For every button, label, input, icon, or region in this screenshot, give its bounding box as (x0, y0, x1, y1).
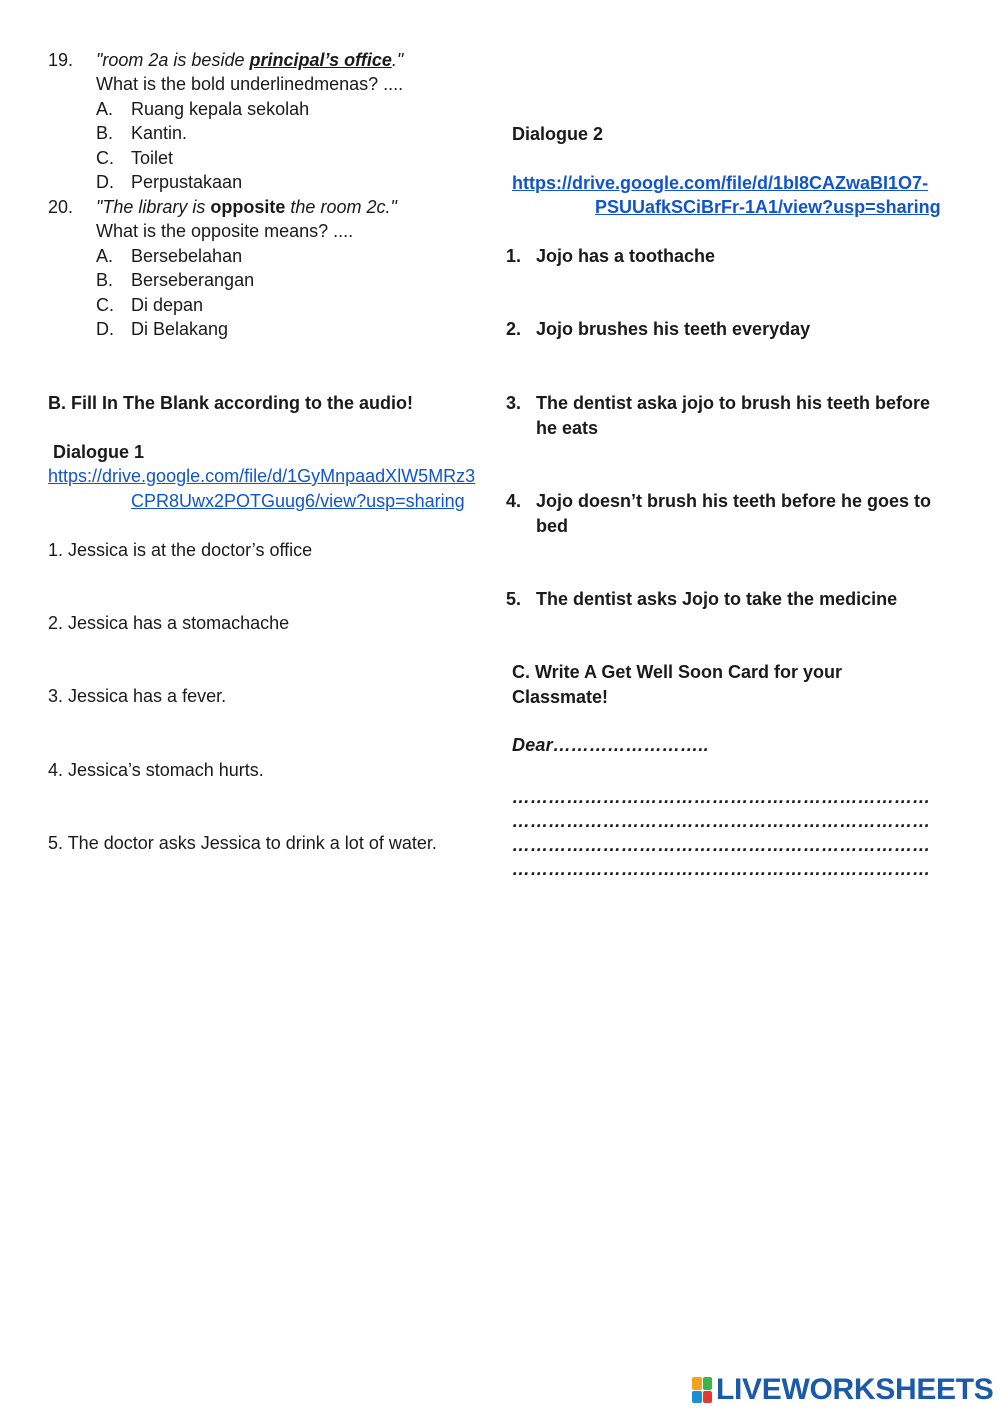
section-b-heading: B. Fill In The Blank according to the audio! (48, 393, 414, 413)
logo-square-2 (703, 1377, 713, 1390)
q19-prompt-post: ." (391, 50, 404, 70)
q19-prompt (96, 48, 403, 73)
dialogue-2-item-1-number: 1. (506, 246, 522, 266)
dialogue-2-item-2-number: 2. (506, 319, 522, 339)
dialogue-1-item-5: 5. The doctor asks Jessica to drink a lot of water. (48, 833, 437, 853)
dialogue-2-link-line1[interactable]: https://drive.google.com/file/d/1bI8CAZwaBI1O7- (512, 173, 929, 193)
q19-option-d-letter: D. (96, 172, 114, 192)
dialogue-1-item-1: 1. Jessica is at the doctor’s office (48, 540, 313, 560)
q20-option-b: Berseberangan (131, 270, 255, 290)
card-blank-line-2[interactable]: …………………………………………………………… (512, 811, 931, 831)
q20-prompt-pre: "The library is (96, 197, 211, 217)
dialogue-1-title: Dialogue 1 (53, 442, 145, 462)
dialogue-1-item-4: 4. Jessica’s stomach hurts. (48, 760, 264, 780)
dialogue-2-link-line2[interactable]: PSUUafkSCiBrFr-1A1/view?usp=sharing (595, 197, 941, 217)
q20-option-c-letter: C. (96, 295, 114, 315)
dialogue-1-item-2: 2. Jessica has a stomachache (48, 613, 290, 633)
logo-square-1 (692, 1377, 702, 1390)
dialogue-2-title: Dialogue 2 (512, 124, 604, 144)
dialogue-2-item-3-number: 3. (506, 393, 522, 413)
q20-option-d: Di Belakang (131, 319, 229, 339)
q19-option-c: Toilet (131, 148, 174, 168)
dialogue-1-item-3: 3. Jessica has a fever. (48, 686, 227, 706)
q19-question: What is the bold underlinedmenas? .... (96, 74, 404, 94)
q20-number: 20. (48, 197, 74, 217)
logo-square-3 (692, 1391, 702, 1404)
q20-option-b-letter: B. (96, 270, 114, 290)
dialogue-2-item-1: Jojo has a toothache (536, 246, 716, 266)
dialogue-1-link-line2[interactable]: CPR8Uwx2POTGuug6/view?usp=sharing (131, 491, 465, 511)
dialogue-2-item-4-number: 4. (506, 491, 522, 511)
card-blank-line-1[interactable]: …………………………………………………………… (512, 787, 931, 807)
dialogue-2-item-5-number: 5. (506, 589, 522, 609)
liveworksheets-logo-icon (692, 1377, 712, 1403)
q20-option-c: Di depan (131, 295, 204, 315)
q20-option-a: Bersebelahan (131, 246, 243, 266)
liveworksheets-logo-text: LIVEWORKSHEETS (716, 1372, 994, 1406)
q19-option-c-letter: C. (96, 148, 114, 168)
dialogue-2-item-2: Jojo brushes his teeth everyday (536, 319, 811, 339)
card-blank-line-4[interactable]: …………………………………………………………… (512, 859, 931, 879)
q19-prompt-pre: "room 2a is beside (96, 50, 250, 70)
liveworksheets-logo (692, 1373, 994, 1407)
dialogue-1-link-line1[interactable]: https://drive.google.com/file/d/1GyMnpaadXlW5MRz3 (48, 466, 476, 486)
q19-option-b-letter: B. (96, 123, 114, 143)
card-dear-line[interactable]: Dear…………………….. (512, 735, 709, 755)
q19-option-a: Ruang kepala sekolah (131, 99, 310, 119)
q19-option-b: Kantin. (131, 123, 188, 143)
q19-number: 19. (48, 50, 74, 70)
q20-option-d-letter: D. (96, 319, 114, 339)
q19-option-a-letter: A. (96, 99, 114, 119)
q20-prompt-key: opposite (210, 197, 286, 217)
q19-prompt-key: principal’s office (249, 50, 392, 70)
dialogue-2-item-4: Jojo doesn’t brush his teeth before he goes to bed (536, 491, 932, 536)
card-blank-line-3[interactable]: …………………………………………………………… (512, 835, 931, 855)
section-c-heading: C. Write A Get Well Soon Card for your Classmate! (512, 662, 843, 707)
logo-square-4 (703, 1391, 713, 1404)
q20-option-a-letter: A. (96, 246, 114, 266)
q20-question: What is the opposite means? .... (96, 221, 354, 241)
q19-option-d: Perpustakaan (131, 172, 243, 192)
dialogue-2-item-3: The dentist aska jojo to brush his teeth before he eats (536, 393, 931, 438)
q20-prompt (96, 195, 397, 220)
q20-prompt-post: the room 2c." (285, 197, 397, 217)
dialogue-2-item-5: The dentist asks Jojo to take the medicine (536, 589, 898, 609)
